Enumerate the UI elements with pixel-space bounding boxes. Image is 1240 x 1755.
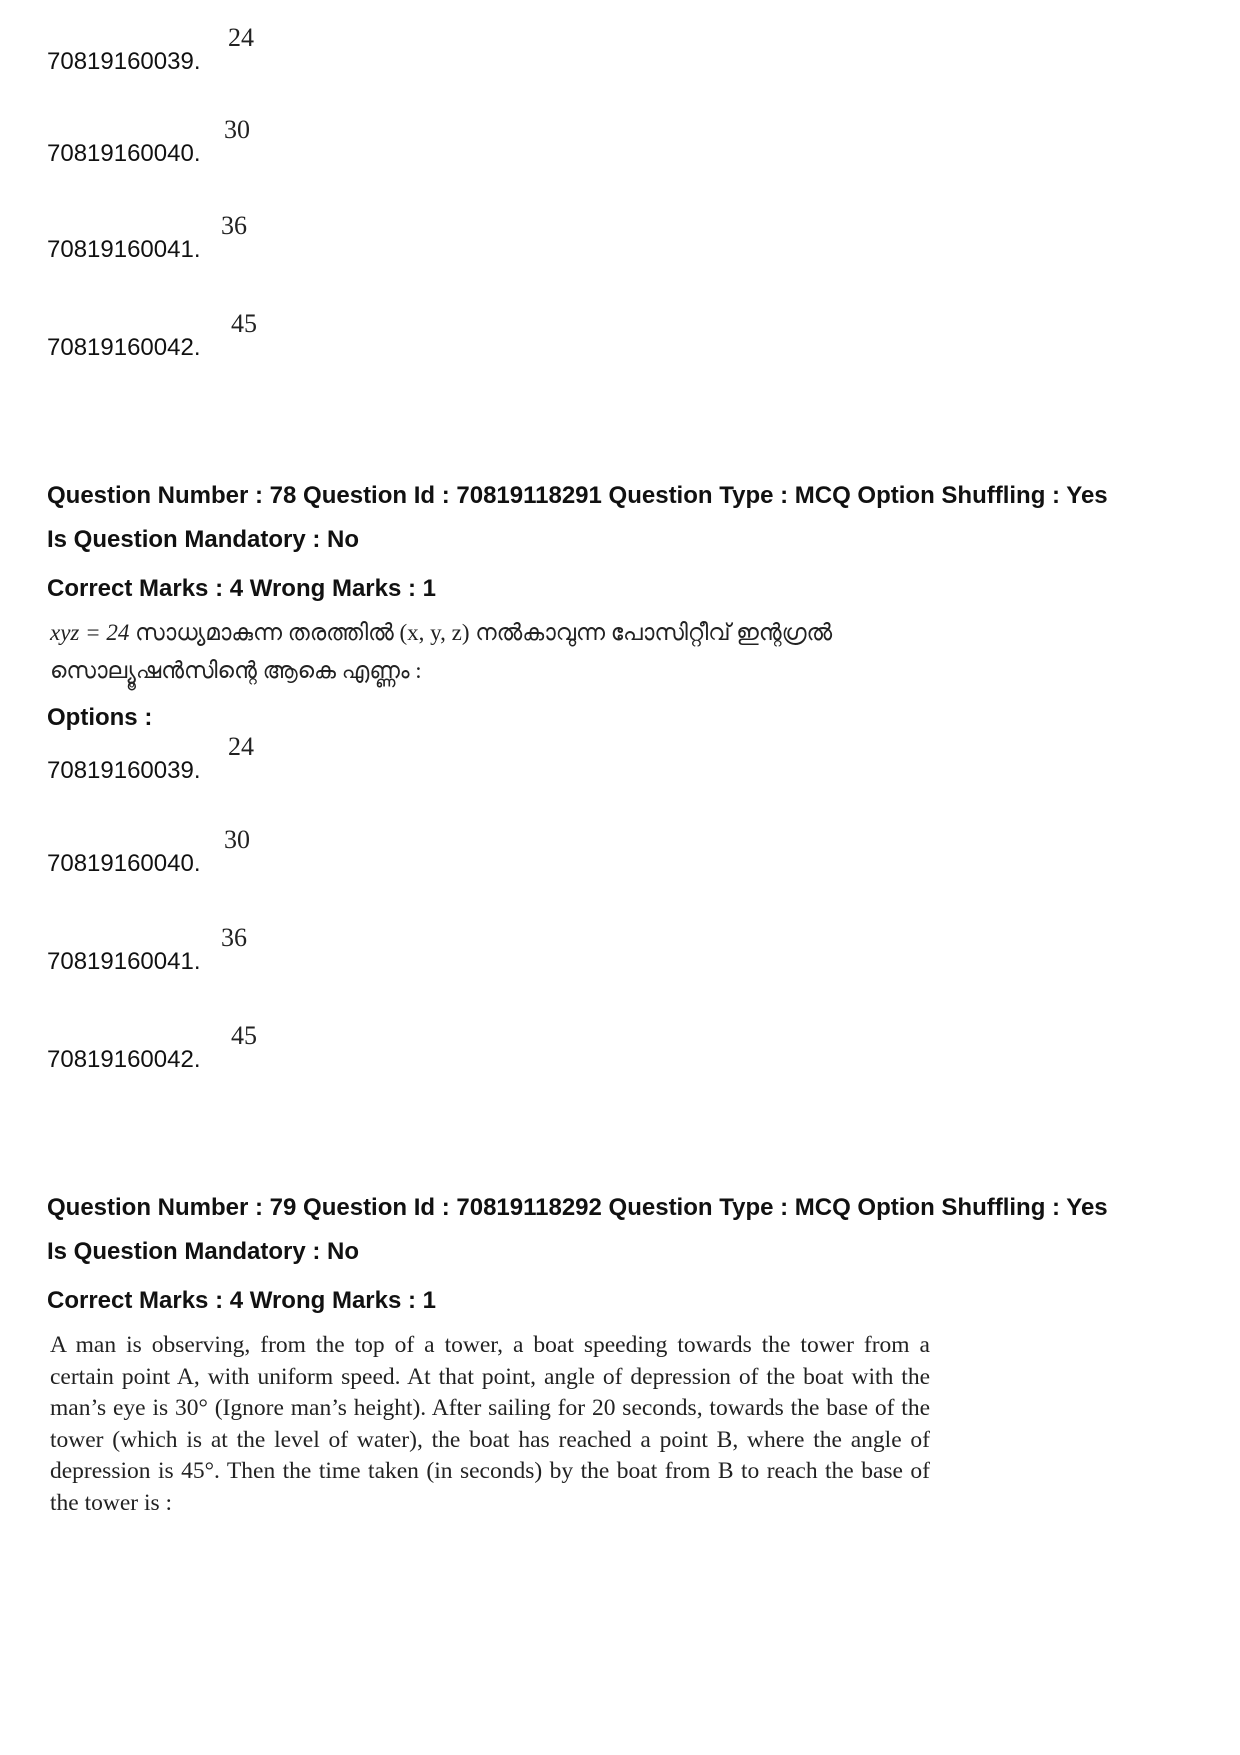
question-header: Question Number : 79 Question Id : 70819118292 Question Type : MCQ Option Shuffling : Yes <box>47 1194 1108 1221</box>
question-mandatory: Is Question Mandatory : No <box>47 526 360 553</box>
option-row <box>47 211 247 264</box>
option-id: 70819160040. <box>47 140 201 167</box>
question-text <box>50 614 950 690</box>
question-equation: xyz = 24 <box>50 620 130 645</box>
option-row <box>47 1021 257 1074</box>
question-text-fragment: സാധ്യമാകുന്ന തരത്തിൽ (x, y, z) നൽകാവുന്ന പോസിറ്റീവ് ഇന്റഗ്രൽ <box>135 620 833 645</box>
option-value: 45 <box>231 1021 257 1050</box>
option-value: 45 <box>231 309 257 338</box>
question-marks: Correct Marks : 4 Wrong Marks : 1 <box>47 575 437 602</box>
question-header: Question Number : 78 Question Id : 70819118291 Question Type : MCQ Option Shuffling : Yes <box>47 482 1108 509</box>
question-text-line <box>50 614 950 652</box>
option-value: 30 <box>224 115 250 144</box>
option-id: 70819160040. <box>47 850 201 877</box>
option-row <box>47 923 247 976</box>
option-id: 70819160042. <box>47 334 201 361</box>
option-row <box>47 825 250 878</box>
option-value: 24 <box>228 732 254 761</box>
options-label: Options : <box>47 704 153 731</box>
question-mandatory: Is Question Mandatory : No <box>47 1238 360 1265</box>
option-id: 70819160039. <box>47 48 201 75</box>
option-value: 24 <box>228 23 254 52</box>
option-id: 70819160042. <box>47 1046 201 1073</box>
option-value: 36 <box>221 211 247 240</box>
option-row <box>47 23 254 76</box>
option-id: 70819160041. <box>47 948 201 975</box>
question-text: A man is observing, from the top of a tower, a boat speeding towards the tower from a certain point A, with uniform speed. At that point, angle of depression of the boat with the man’s eye is 30° (Ignore man’s height). After sailing for 20 seconds, towards the base of the tower (which is at the level of water), the boat has reached a point B, where the angle of depression is 45°. Then the time taken (in seconds) by the boat from B to reach the base of the tower is : <box>50 1332 930 1516</box>
option-id: 70819160041. <box>47 236 201 263</box>
option-row <box>47 115 250 168</box>
question-text-line: സൊല്യൂഷൻസിന്റെ ആകെ എണ്ണം : <box>50 658 422 683</box>
option-value: 30 <box>224 825 250 854</box>
option-row <box>47 732 254 785</box>
option-row <box>47 309 257 362</box>
option-value: 36 <box>221 923 247 952</box>
question-marks: Correct Marks : 4 Wrong Marks : 1 <box>47 1287 437 1314</box>
option-id: 70819160039. <box>47 757 201 784</box>
